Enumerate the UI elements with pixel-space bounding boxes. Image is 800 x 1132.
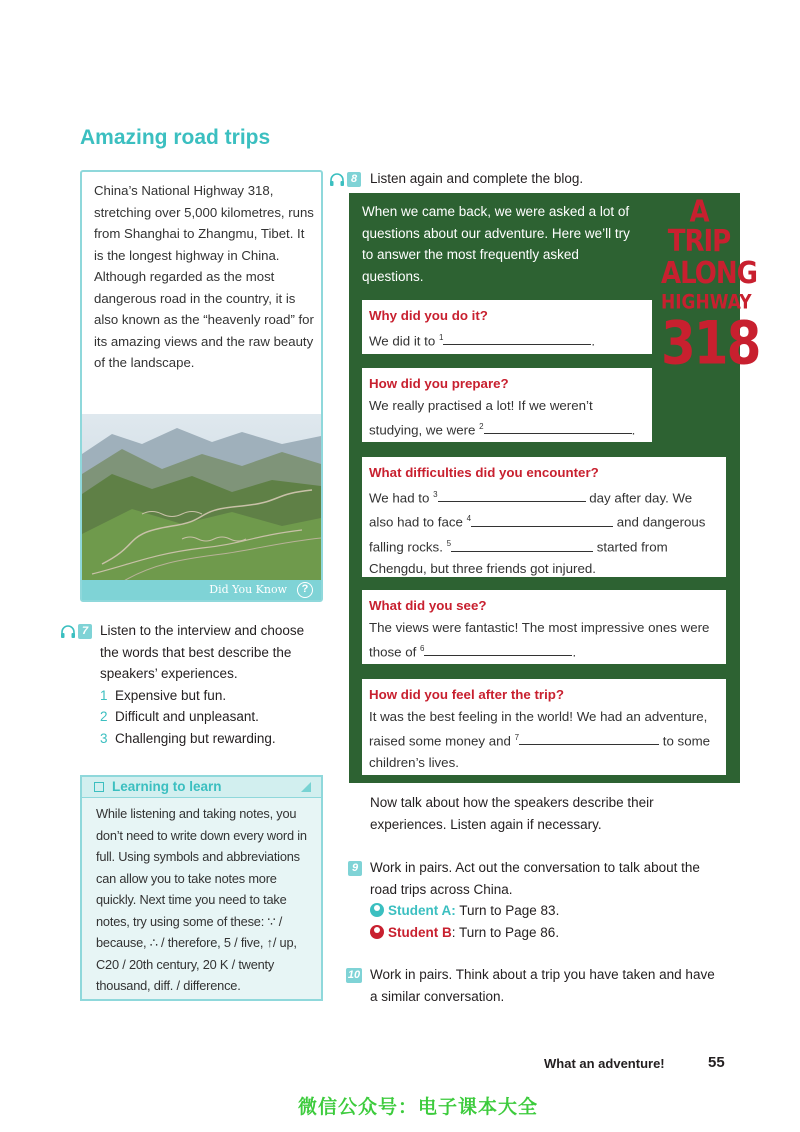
learning-to-learn-box — [80, 775, 323, 1001]
watermark-text: 微信公众号：电子课本大全 — [298, 1097, 539, 1118]
learning-to-learn-header — [82, 777, 321, 798]
checkbox-icon — [94, 782, 104, 792]
exercise-number-7: 7 — [78, 624, 92, 639]
footer-unit-title: What an adventure! — [544, 1056, 665, 1071]
headphones-icon — [60, 625, 76, 639]
ex10-instruction: Work in pairs. Think about a trip you have taken and have a similar conversation. — [370, 967, 715, 1004]
highway-landscape-photo — [82, 414, 321, 582]
ex8-instruction: Listen again and complete the blog. — [370, 171, 584, 186]
page-number: 55 — [708, 1054, 725, 1071]
answer-3: We had to $^3$ day after day. We also had to face $^4$ and dangerous falling rocks. $^5$ started from Chengdu, but three friends got injured. — [369, 489, 706, 577]
section-title: Amazing road trips — [80, 126, 271, 149]
exercise-number-9: 9 — [348, 861, 362, 876]
answer-5: It was the best feeling in the world! We had an adventure, raised some money and $^7$ to some children’s lives. — [369, 708, 711, 770]
blank-3[interactable] — [438, 488, 586, 502]
question-1: Why did you do it? — [369, 308, 488, 323]
blank-4[interactable] — [471, 513, 613, 527]
student-a-icon — [370, 903, 384, 917]
ex7-options — [100, 685, 325, 750]
mountain-landscape-image — [82, 414, 321, 582]
option-item[interactable]: 2 Difficult and unpleasant. — [100, 709, 259, 724]
trip-stamp-logo: A TRIP ALONG HIGHWAY 318 — [661, 194, 760, 378]
answer-1: We did it to $^1$ . — [369, 332, 596, 348]
learning-to-learn-title: Learning to learn — [112, 779, 222, 794]
answer-4: The views were fantastic! The most impressive ones were those of $^6$ . — [369, 619, 710, 660]
option-item[interactable]: 1 Expensive but fun. — [100, 687, 227, 703]
exercise-7 — [100, 620, 325, 749]
ex7-icons — [60, 624, 92, 639]
blank-1[interactable] — [443, 331, 591, 345]
headphones-icon — [329, 173, 345, 187]
did-you-know-card — [80, 170, 323, 602]
question-2: How did you prepare? — [369, 376, 509, 391]
ex9-instruction: Work in pairs. Act out the conversation to talk about the road trips across China. — [370, 860, 700, 897]
student-b-line: Student B: Turn to Page 86. — [370, 922, 720, 944]
after-blog-instruction: Now talk about how the speakers describe their experiences. Listen again if necessary. — [370, 795, 654, 832]
blank-7[interactable] — [519, 731, 659, 745]
student-b-icon — [370, 925, 384, 939]
ex8-icons — [329, 172, 361, 187]
did-you-know-text: China’s National Highway 318, stretching over 5,000 kilometres, runs from Shanghai to Zhangmu, Tibet. It is the longest highway in China. Although regarded as the most dangerous road in the country, it is also known as the “heavenly road” for its amazing views and the raw beauty of the landscape. — [94, 183, 314, 370]
student-a-line: Student A: Turn to Page 83. — [370, 900, 720, 922]
ex7-instruction: Listen to the interview and choose the words that best describe the speakers’ experiences. — [100, 623, 305, 681]
blog-panel — [349, 193, 760, 783]
blog-qa-3 — [362, 457, 726, 577]
blog-qa-4 — [362, 590, 726, 664]
blog-intro: When we came back, we were asked a lot of questions about our adventure. Here we’ll try to answer the most frequently asked questions. — [362, 204, 630, 284]
did-you-know-footer — [82, 580, 321, 600]
did-you-know-label: Did You Know — [209, 583, 287, 596]
answer-2: We really practised a lot! If we weren’t studying, we were $^2$ . — [369, 397, 636, 438]
blank-6[interactable] — [424, 642, 572, 656]
learning-to-learn-text: While listening and taking notes, you don’t need to write down every word in full. Using symbols and abbreviations can allow you to take notes more quickly. Next time you need to take notes, try using some of these: ∵ / because, ∴ / therefore, 5 / five, ↑/ up, C20 / 20th century, 20 K / twenty thousand, diff. / difference. — [96, 806, 307, 993]
question-5: How did you feel after the trip? — [369, 687, 565, 702]
question-3: What difficulties did you encounter? — [369, 465, 599, 480]
blog-qa-5 — [362, 679, 726, 775]
blog-qa-1 — [362, 300, 652, 354]
blank-5[interactable] — [451, 538, 593, 552]
question-4: What did you see? — [369, 598, 487, 613]
corner-triangle-icon — [301, 782, 311, 792]
exercise-9 — [370, 857, 720, 943]
blog-qa-2 — [362, 368, 652, 442]
question-icon: ? — [297, 582, 313, 598]
exercise-number-10: 10 — [347, 969, 361, 981]
option-item[interactable]: 3 Challenging but rewarding. — [100, 730, 276, 746]
exercise-number-8: 8 — [347, 172, 361, 187]
blank-2[interactable] — [484, 420, 632, 434]
